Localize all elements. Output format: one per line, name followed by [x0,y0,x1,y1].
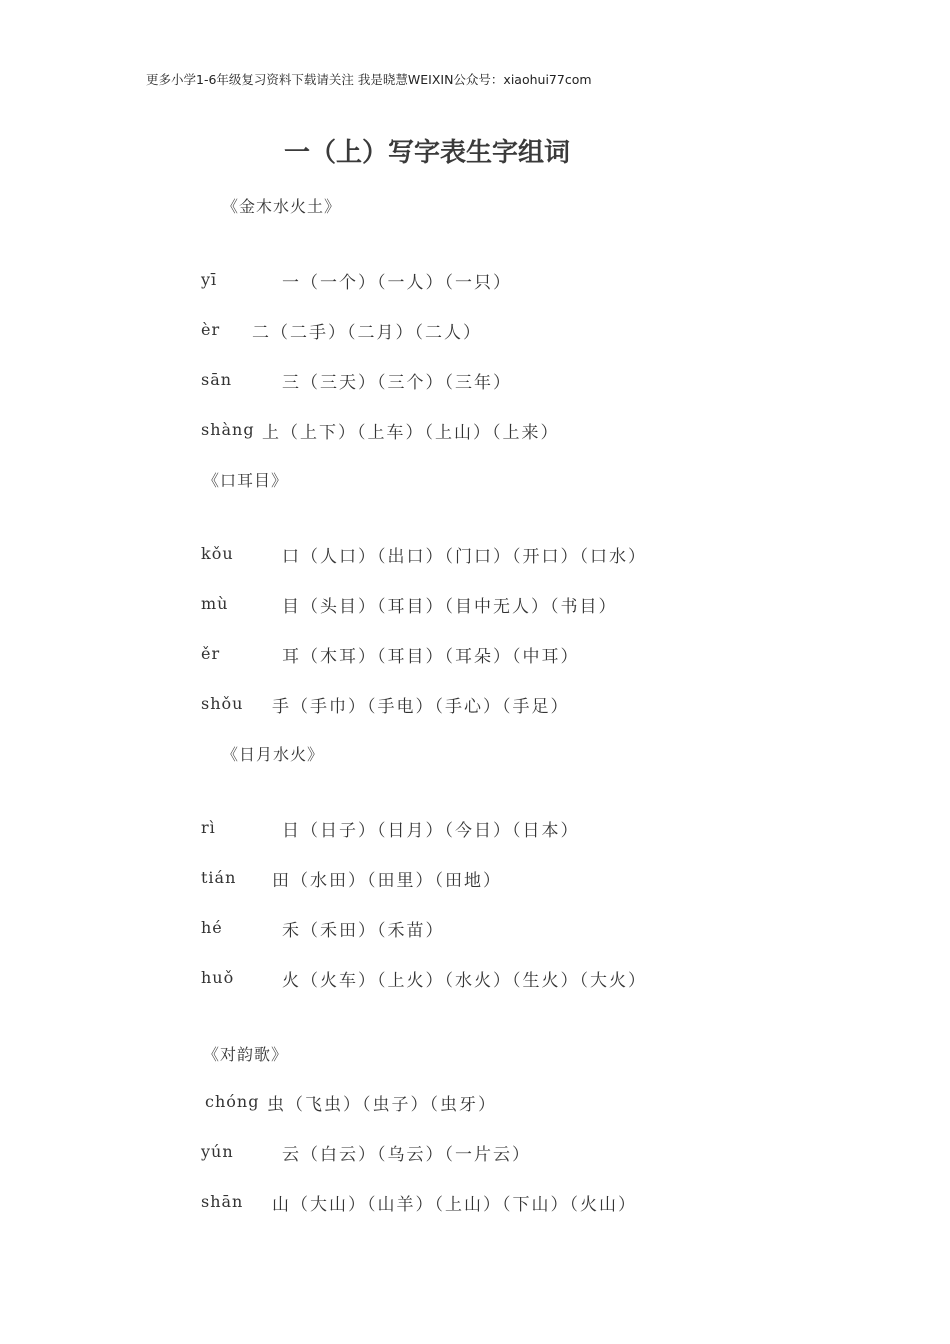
word-list: 田（水田）（田里）（田地） [272,871,502,891]
word-list: 口（人口）（出口）（门口）（开口）（口水） [282,547,647,567]
pinyin: tián [201,868,237,887]
pinyin: ěr [201,644,221,663]
word-list: 禾（禾田）（禾苗） [282,921,445,941]
header-note: 更多小学1-6年级复习资料下载请关注 我是晓慧WEIXIN公众号：xiaohui77com [146,72,592,87]
pinyin: rì [201,818,216,837]
pinyin: huǒ [201,968,235,987]
word-list: 手（手巾）（手电）（手心）（手足） [272,697,570,717]
pinyin: yún [201,1142,234,1161]
word-list: 火（火车）（上火）（水火）（生火）（大火） [282,971,647,991]
word-list: 虫（飞虫）（虫子）（虫牙） [267,1095,497,1115]
pinyin: èr [201,320,221,339]
section-title-duiyunge: 《对韵歌》 [203,1045,289,1064]
word-list: 上（上下）（上车）（上山）（上来） [262,423,560,443]
word-list: 目（头目）（耳目）（目中无人）（书目） [282,597,618,617]
word-list: 二（二手）（二月）（二人） [252,323,482,343]
word-list: 日（日子）（日月）（今日）（日本） [282,821,580,841]
pinyin: shān [201,1192,244,1211]
pinyin: sān [201,370,233,389]
word-list: 云（白云）（乌云）（一片云） [282,1145,531,1165]
page-title: 一（上）写字表生字组词 [284,138,571,168]
pinyin: hé [201,918,223,937]
pinyin: kǒu [201,544,234,563]
pinyin: yī [201,270,218,289]
pinyin: chóng [205,1092,260,1111]
word-list: 山（大山）（山羊）（上山）（下山）（火山） [272,1195,637,1215]
section-title-kouermu: 《口耳目》 [203,471,289,490]
section-title-riyueshuihuo: 《日月水火》 [222,745,325,764]
word-list: 三（三天）（三个）（三年） [282,373,512,393]
word-list: 一（一个）（一人）（一只） [282,273,512,293]
pinyin: shǒu [201,694,244,713]
word-list: 耳（木耳）（耳目）（耳朵）（中耳） [282,647,580,667]
section-title-jinmushuihuotu: 《金木水火土》 [222,197,342,216]
pinyin: mù [201,594,229,613]
pinyin: shàng [201,420,255,439]
